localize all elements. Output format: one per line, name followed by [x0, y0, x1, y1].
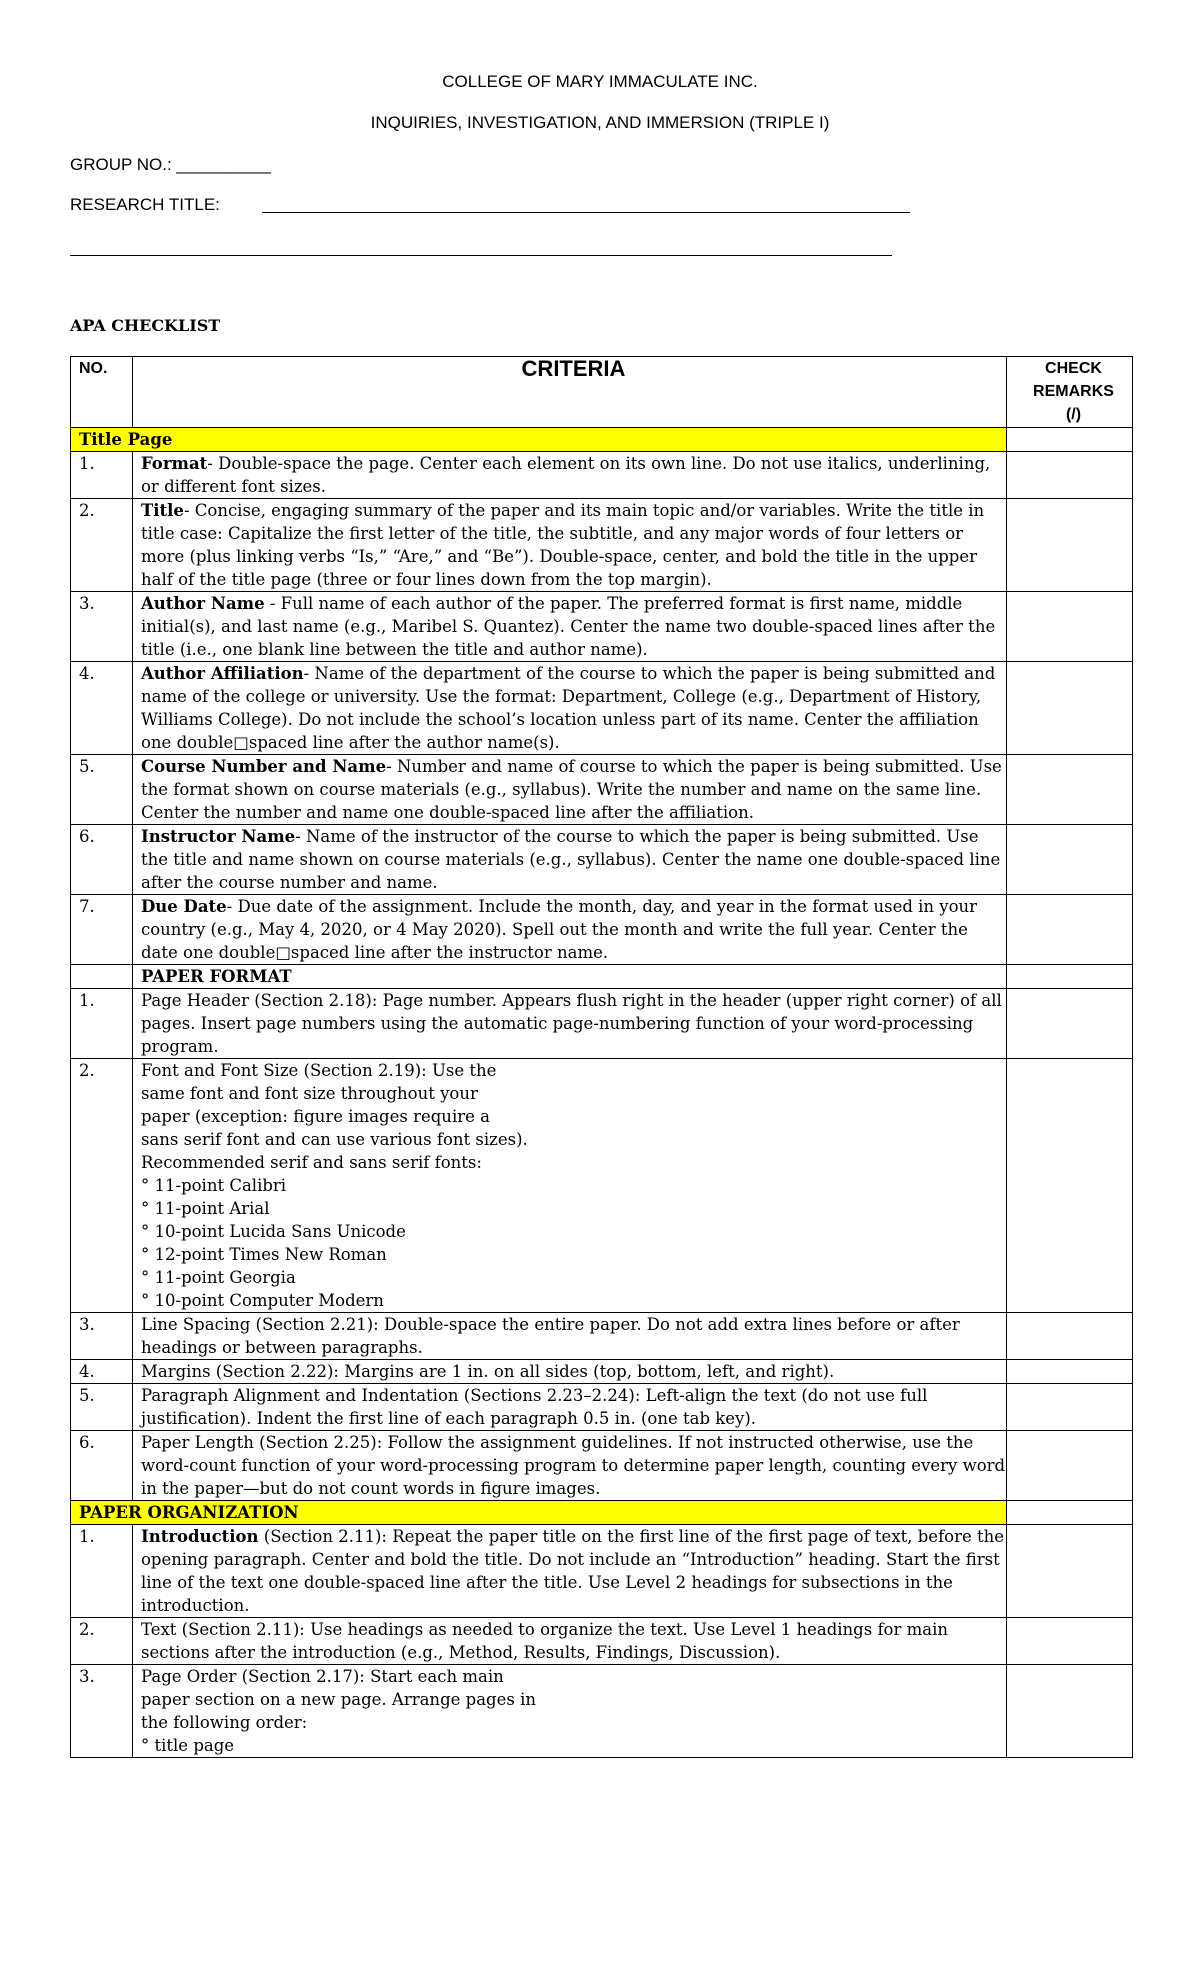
item-number: 1.: [71, 1525, 133, 1618]
criteria-row: [71, 1059, 1133, 1313]
criteria-row: [71, 662, 1133, 755]
criteria-line: Recommended serif and sans serif fonts:: [141, 1153, 482, 1172]
criteria-description: Margins (Section 2.22): Margins are 1 in. on all sides (top, bottom, left, and right).: [141, 1362, 835, 1381]
criteria-description: - Number and name of course to which the paper is being submitted. Use the format shown on course materials (e.g., syllabus). Write the number and name on the same line. Center the number and name one double-spaced line after the affiliation.: [141, 757, 1002, 822]
criteria-text: [133, 452, 1007, 499]
criteria-description: Line Spacing (Section 2.21): Double-space the entire paper. Do not add extra lines before or after headings or between paragraphs.: [141, 1315, 960, 1357]
column-header-criteria: CRITERIA: [133, 357, 1007, 428]
item-number: 7.: [71, 895, 133, 965]
criteria-line: paper section on a new page. Arrange pages in: [141, 1690, 536, 1709]
criteria-line: ° 12-point Times New Roman: [141, 1245, 387, 1264]
criteria-heading: Title: [141, 501, 184, 520]
criteria-row: [71, 1313, 1133, 1360]
criteria-description: - Double-space the page. Center each element on its own line. Do not use italics, underlining, or different font sizes.: [141, 454, 991, 496]
criteria-heading: Course Number and Name: [141, 757, 387, 776]
criteria-line: ° 11-point Georgia: [141, 1268, 296, 1287]
criteria-row: [71, 1384, 1133, 1431]
criteria-line: ° title page: [141, 1736, 235, 1755]
criteria-text: [133, 1384, 1007, 1431]
criteria-row: [71, 989, 1133, 1059]
criteria-line: ° 11-point Arial: [141, 1199, 270, 1218]
check-header-line-2: REMARKS: [1033, 383, 1114, 400]
section-title: PAPER FORMAT: [133, 965, 1007, 989]
item-number: 3.: [71, 592, 133, 662]
criteria-text: [133, 989, 1007, 1059]
check-cell[interactable]: [1007, 1431, 1133, 1501]
criteria-line: ° 10-point Computer Modern: [141, 1291, 384, 1310]
column-header-no: NO.: [71, 357, 133, 428]
check-cell[interactable]: [1007, 755, 1133, 825]
criteria-row: [71, 1360, 1133, 1384]
criteria-row: [71, 825, 1133, 895]
research-title-blank: [262, 212, 910, 213]
check-cell[interactable]: [1007, 965, 1133, 989]
criteria-text: [133, 1525, 1007, 1618]
criteria-line: the following order:: [141, 1713, 308, 1732]
criteria-line: paper (exception: figure images require a: [141, 1107, 490, 1126]
check-header-line-1: CHECK: [1045, 360, 1102, 377]
criteria-line: same font and font size throughout your: [141, 1084, 478, 1103]
check-cell[interactable]: [1007, 592, 1133, 662]
item-number: 4.: [71, 1360, 133, 1384]
check-header-line-3: (/): [1065, 406, 1082, 423]
research-title-blank-2: [70, 255, 892, 256]
column-header-check-remarks: [1007, 357, 1133, 428]
criteria-description: - Name of the instructor of the course to which the paper is being submitted. Use the title and name shown on course materials (e.g., syllabus). Center the name one double-spaced line after the course number and name.: [141, 827, 1001, 892]
criteria-description: Paragraph Alignment and Indentation (Sections 2.23–2.24): Left-align the text (do not use full justification). Indent the first line of each paragraph 0.5 in. (one tab key).: [141, 1386, 928, 1428]
check-cell[interactable]: [1007, 452, 1133, 499]
criteria-row: [71, 499, 1133, 592]
criteria-text: [133, 895, 1007, 965]
check-cell[interactable]: [1007, 428, 1133, 452]
apa-checklist-table: [70, 356, 1133, 1758]
criteria-text: [133, 1618, 1007, 1665]
section-title: Title Page: [71, 428, 1007, 452]
criteria-heading: Format: [141, 454, 208, 473]
item-number: 5.: [71, 755, 133, 825]
group-number-field: GROUP NO.: __________: [70, 155, 271, 174]
criteria-text: [133, 662, 1007, 755]
criteria-row: [71, 592, 1133, 662]
section-row: [71, 1501, 1133, 1525]
criteria-text: [133, 1059, 1007, 1313]
item-number: 1.: [71, 452, 133, 499]
check-cell[interactable]: [1007, 1665, 1133, 1758]
check-cell[interactable]: [1007, 989, 1133, 1059]
criteria-line: Page Order (Section 2.17): Start each main: [141, 1667, 504, 1686]
check-cell[interactable]: [1007, 895, 1133, 965]
research-title-label: RESEARCH TITLE:: [70, 195, 220, 214]
criteria-text: [133, 1431, 1007, 1501]
criteria-heading: Author Affiliation: [141, 664, 304, 683]
criteria-text: [133, 499, 1007, 592]
check-cell[interactable]: [1007, 1384, 1133, 1431]
institution-name: COLLEGE OF MARY IMMACULATE INC.: [442, 72, 758, 91]
check-cell[interactable]: [1007, 1618, 1133, 1665]
criteria-row: [71, 755, 1133, 825]
criteria-line: sans serif font and can use various font sizes).: [141, 1130, 528, 1149]
check-cell[interactable]: [1007, 1360, 1133, 1384]
check-cell[interactable]: [1007, 825, 1133, 895]
item-number: 4.: [71, 662, 133, 755]
criteria-description: - Name of the department of the course to which the paper is being submitted and name of the college or university. Use the format: Department, College (e.g., Department of History, Williams College). Do not include the school’s location unless part of its name. Center the affiliation one double□spaced line after the author name(s).: [141, 664, 996, 752]
criteria-text: [133, 755, 1007, 825]
check-cell[interactable]: [1007, 1313, 1133, 1360]
criteria-heading: Instructor Name: [141, 827, 296, 846]
criteria-heading: Author Name: [141, 594, 265, 613]
item-number: 1.: [71, 989, 133, 1059]
criteria-row: [71, 1525, 1133, 1618]
check-cell[interactable]: [1007, 1059, 1133, 1313]
criteria-line: ° 10-point Lucida Sans Unicode: [141, 1222, 406, 1241]
check-cell[interactable]: [1007, 499, 1133, 592]
section-row: [71, 428, 1133, 452]
criteria-line: ° 11-point Calibri: [141, 1176, 287, 1195]
criteria-description: - Due date of the assignment. Include the month, day, and year in the format used in your country (e.g., May 4, 2020, or 4 May 2020). Spell out the month and write the full year. Center the date one double□spaced line after the instructor name.: [141, 897, 978, 962]
item-number: 6.: [71, 825, 133, 895]
criteria-row: [71, 452, 1133, 499]
criteria-text: [133, 592, 1007, 662]
program-title: INQUIRIES, INVESTIGATION, AND IMMERSION (TRIPLE I): [370, 113, 830, 132]
no-cell: [71, 965, 133, 989]
item-number: 2.: [71, 1059, 133, 1313]
criteria-heading: Introduction: [141, 1527, 259, 1546]
criteria-row: [71, 895, 1133, 965]
section-row: [71, 965, 1133, 989]
item-number: 3.: [71, 1313, 133, 1360]
check-cell[interactable]: [1007, 662, 1133, 755]
criteria-text: [133, 825, 1007, 895]
criteria-row: [71, 1665, 1133, 1758]
criteria-heading: Due Date: [141, 897, 227, 916]
criteria-text: [133, 1360, 1007, 1384]
criteria-description: Paper Length (Section 2.25): Follow the assignment guidelines. If not instructed otherwise, use the word-count function of your word-processing program to determine paper length, counting every word in the paper—but do not count words in figure images.: [141, 1433, 1006, 1498]
criteria-description: Text (Section 2.11): Use headings as needed to organize the text. Use Level 1 headings for main sections after the introduction (e.g., Method, Results, Findings, Discussion).: [141, 1620, 949, 1662]
section-title: PAPER ORGANIZATION: [71, 1501, 1007, 1525]
criteria-text: [133, 1665, 1007, 1758]
criteria-description: - Full name of each author of the paper. The preferred format is first name, middle initial(s), and last name (e.g., Maribel S. Quantez). Center the name two double-spaced lines after the title (i.e., one blank line between the title and author name).: [141, 594, 996, 659]
criteria-text: [133, 1313, 1007, 1360]
checklist-title: APA CHECKLIST: [70, 316, 221, 335]
criteria-row: [71, 1431, 1133, 1501]
item-number: 2.: [71, 1618, 133, 1665]
item-number: 2.: [71, 499, 133, 592]
criteria-description: - Concise, engaging summary of the paper and its main topic and/or variables. Write the title in title case: Capitalize the first letter of the title, the subtitle, and any major words of four letters or more (plus linking verbs “Is,” “Are,” and “Be”). Double-space, center, and bold the title in the upper half of the title page (three or four lines down from the top margin).: [141, 501, 985, 589]
item-number: 5.: [71, 1384, 133, 1431]
table-header-row: [71, 357, 1133, 428]
criteria-description: Page Header (Section 2.18): Page number. Appears flush right in the header (upper right corner) of all pages. Insert page numbers using the automatic page-numbering function of your word-processing program.: [141, 991, 1002, 1056]
check-cell[interactable]: [1007, 1525, 1133, 1618]
check-cell[interactable]: [1007, 1501, 1133, 1525]
criteria-row: [71, 1618, 1133, 1665]
criteria-description: (Section 2.11): Repeat the paper title on the first line of the first page of text, before the opening paragraph. Center and bold the title. Do not include an “Introduction” heading. Start the first line of the text one double-spaced line after the title. Use Level 2 headings for subsections in the introduction.: [141, 1527, 1005, 1615]
item-number: 3.: [71, 1665, 133, 1758]
criteria-line: Font and Font Size (Section 2.19): Use the: [141, 1061, 497, 1080]
item-number: 6.: [71, 1431, 133, 1501]
